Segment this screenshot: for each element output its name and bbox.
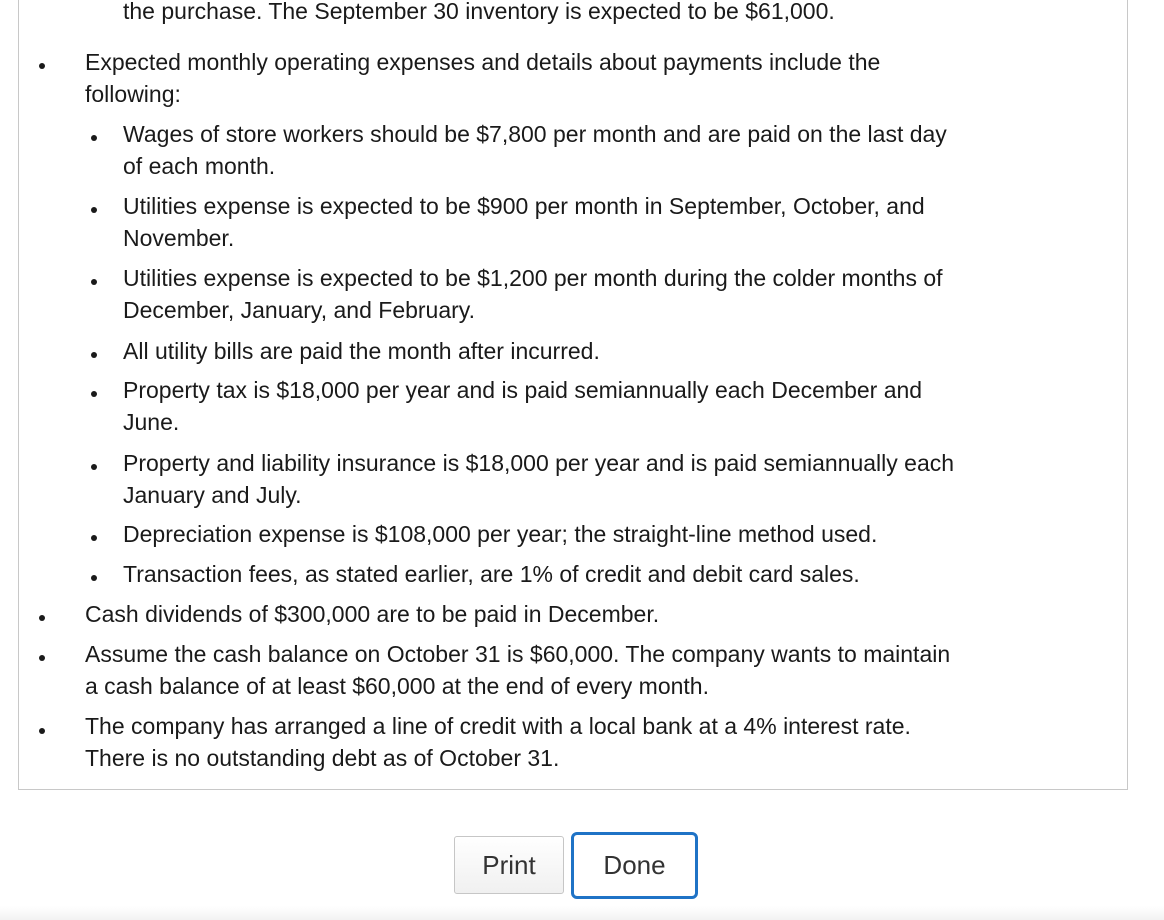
list-item-line-of-credit-cont: There is no outstanding debt as of October 31. <box>85 745 560 771</box>
footer-shade <box>0 906 1164 920</box>
list-item-dividends: Cash dividends of $300,000 are to be paid in December. <box>85 601 660 627</box>
sub-item-utilities-fall-cont: November. <box>123 225 235 251</box>
sub-item-utilities-winter-cont: December, January, and February. <box>123 297 475 323</box>
sub-item-depreciation: Depreciation expense is $108,000 per year; the straight-line method used. <box>123 521 878 547</box>
list-item-expenses-intro: Expected monthly operating expenses and details about payments include the <box>85 49 881 75</box>
sub-item-insurance-cont: January and July. <box>123 482 302 508</box>
bullet-icon <box>91 279 97 285</box>
done-button[interactable]: Done <box>571 832 698 899</box>
text-line: the purchase. The September 30 inventory is expected to be $61,000. <box>123 0 835 24</box>
dialog-footer <box>0 800 1164 920</box>
sub-item-utilities-winter: Utilities expense is expected to be $1,200 per month during the colder months of <box>123 265 943 291</box>
bullet-icon <box>91 535 97 541</box>
bullet-icon <box>91 352 97 358</box>
list-item-cash-balance: Assume the cash balance on October 31 is $60,000. The company wants to maintain <box>85 641 951 667</box>
print-button[interactable]: Print <box>454 836 564 894</box>
list-item-line-of-credit: The company has arranged a line of credit with a local bank at a 4% interest rate. <box>85 713 911 739</box>
sub-item-utility-bills: All utility bills are paid the month after incurred. <box>123 338 600 364</box>
document-panel <box>18 0 1128 790</box>
sub-item-transaction-fees: Transaction fees, as stated earlier, are 1% of credit and debit card sales. <box>123 561 860 587</box>
bullet-icon <box>91 464 97 470</box>
bullet-icon <box>91 575 97 581</box>
list-item-cash-balance-cont: a cash balance of at least $60,000 at the end of every month. <box>85 673 709 699</box>
sub-item-property-tax: Property tax is $18,000 per year and is paid semiannually each December and <box>123 377 923 403</box>
bullet-icon <box>39 63 45 69</box>
list-item-expenses-intro-cont: following: <box>85 81 181 107</box>
bullet-icon <box>39 655 45 661</box>
sub-item-wages-cont: of each month. <box>123 153 276 179</box>
sub-item-wages: Wages of store workers should be $7,800 per month and are paid on the last day <box>123 121 947 147</box>
bullet-icon <box>39 615 45 621</box>
bullet-icon <box>39 728 45 734</box>
sub-item-utilities-fall: Utilities expense is expected to be $900 per month in September, October, and <box>123 193 925 219</box>
bullet-icon <box>91 135 97 141</box>
sub-item-insurance: Property and liability insurance is $18,000 per year and is paid semiannually each <box>123 450 955 476</box>
sub-item-property-tax-cont: June. <box>123 409 180 435</box>
bullet-icon <box>91 207 97 213</box>
bullet-icon <box>91 391 97 397</box>
